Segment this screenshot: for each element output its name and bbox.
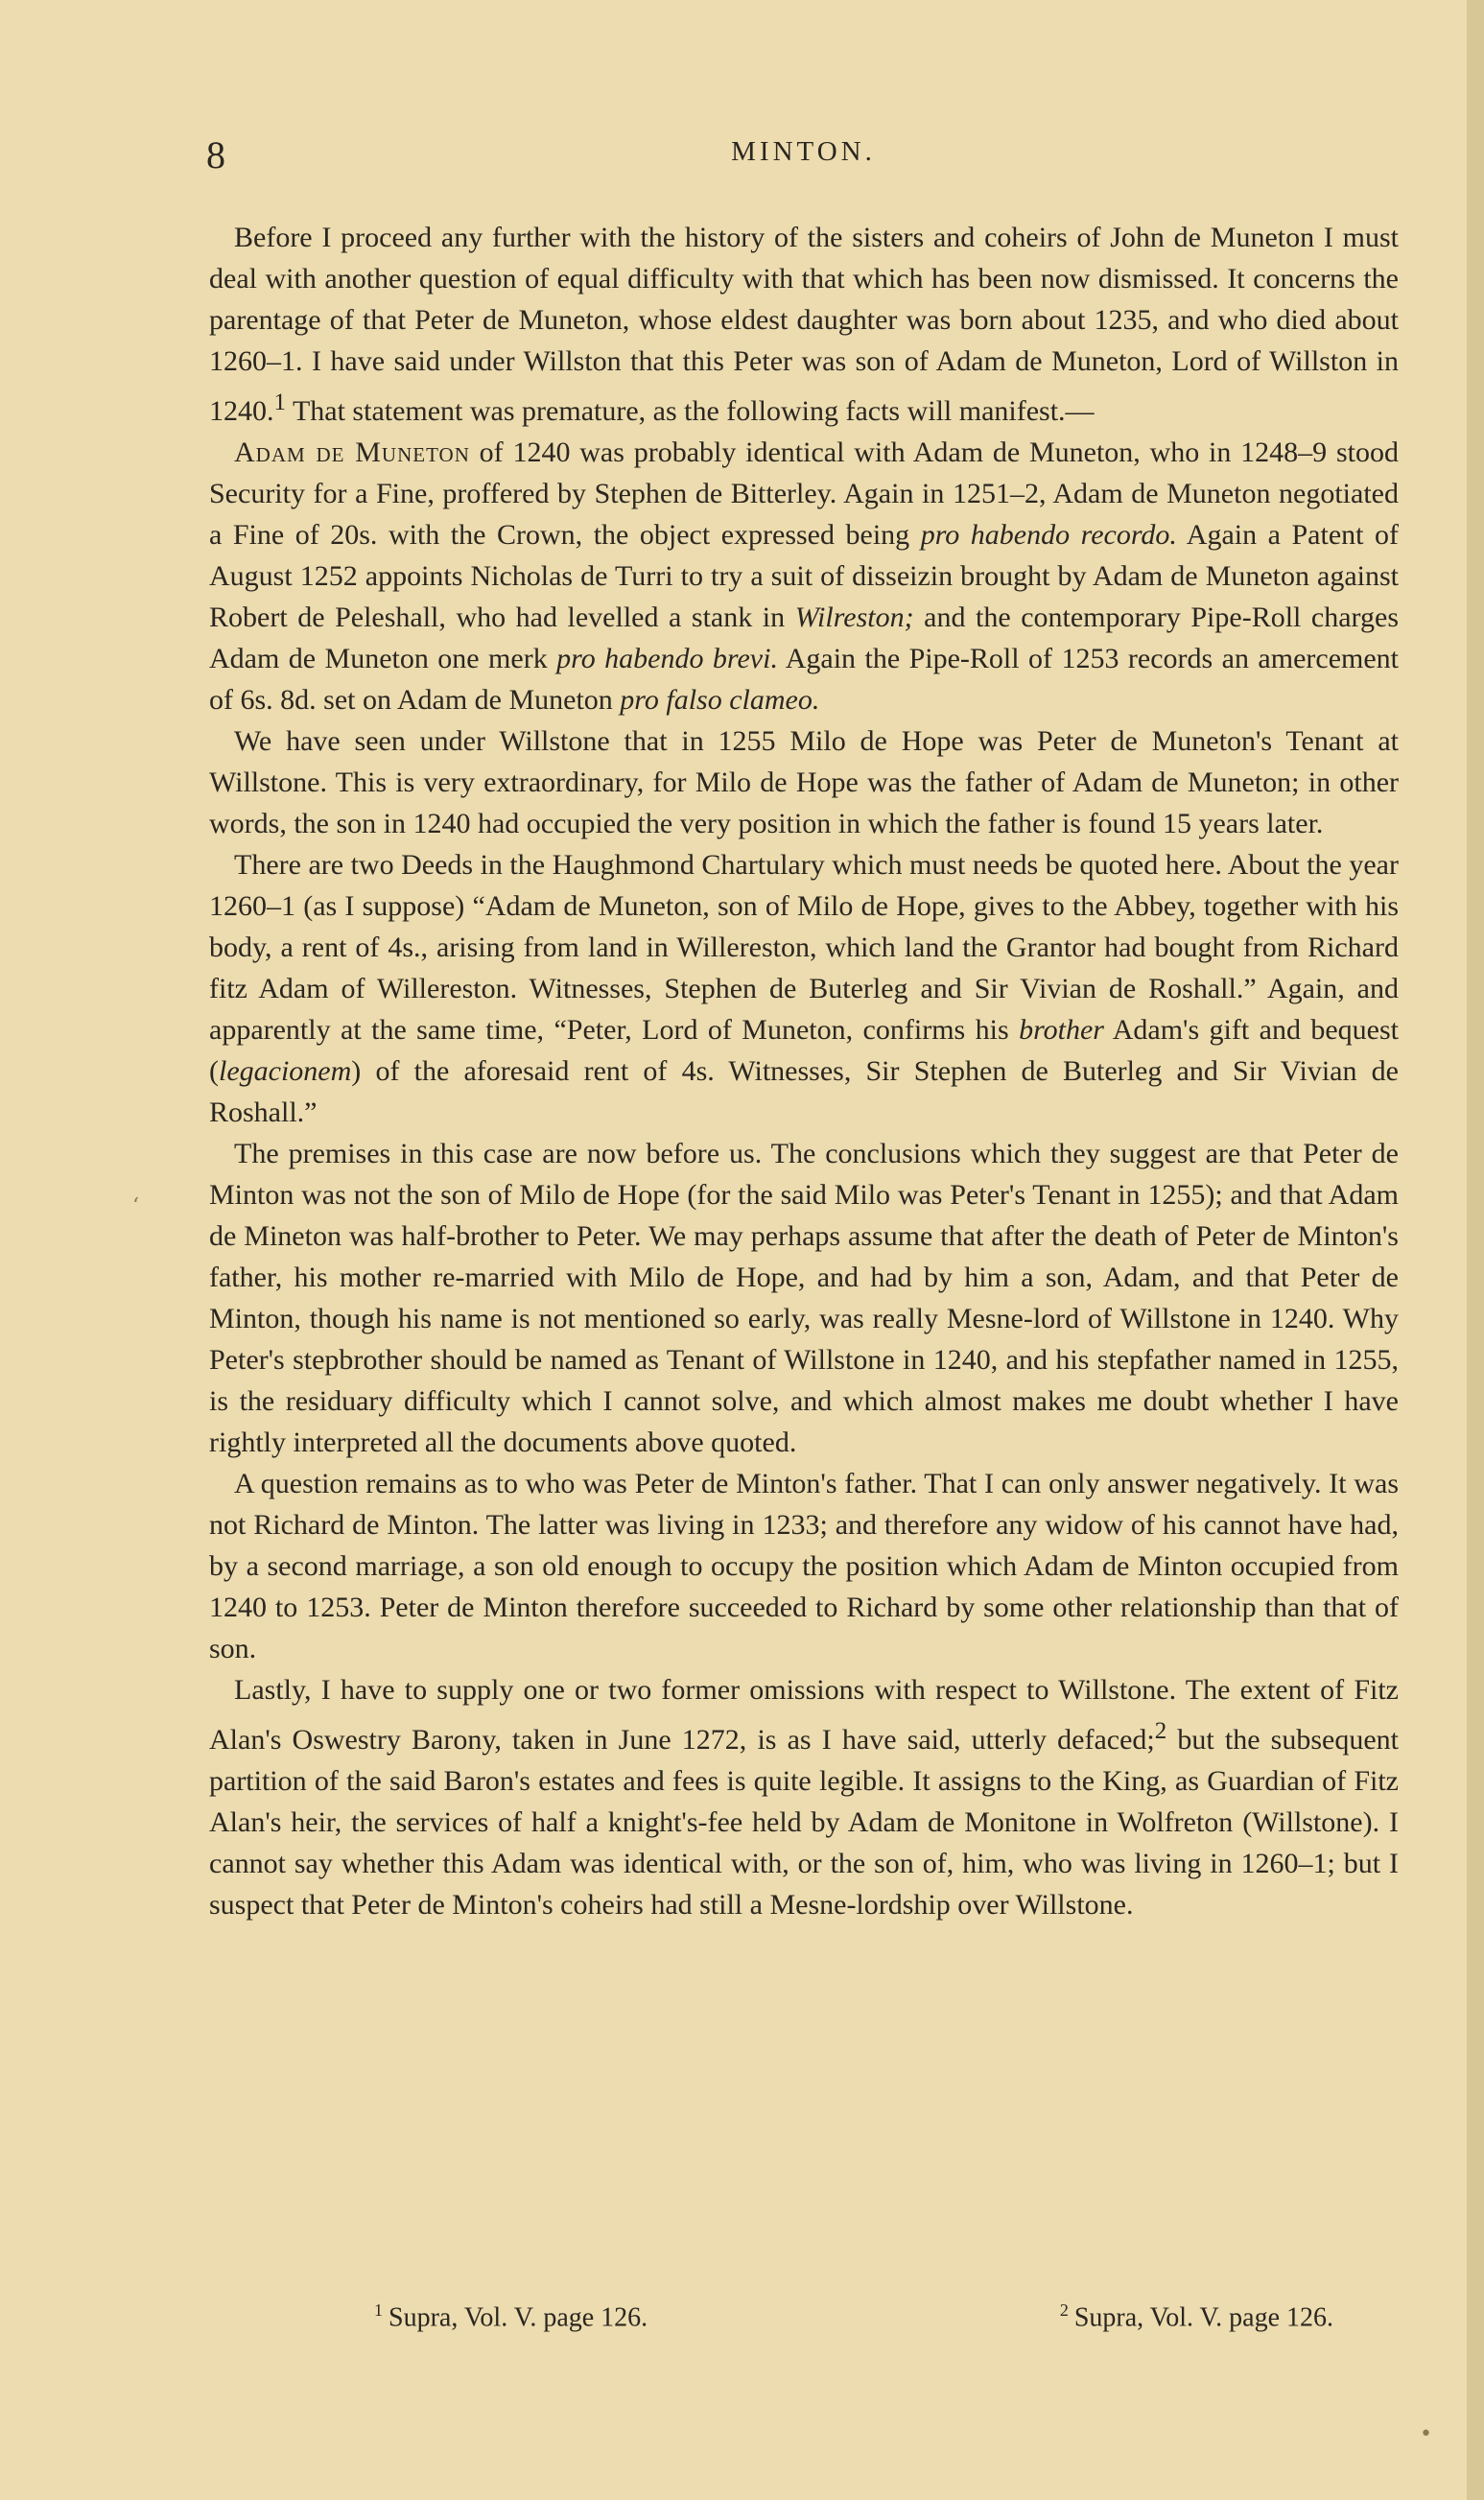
running-title: MINTON. xyxy=(731,136,876,167)
page-edge xyxy=(1467,0,1484,2500)
footnote-1: $^1$ Supra, Vol. V. page 126. xyxy=(374,2300,648,2333)
page-number: 8 xyxy=(206,133,225,177)
margin-tick-mark: ‘ xyxy=(132,1194,139,1218)
body-text xyxy=(209,217,1399,1925)
footnotes xyxy=(374,2300,1333,2333)
paragraph-lead: Adam de Muneton xyxy=(234,436,470,468)
paragraph-1: Before I proceed any further with the history of the sisters and coheirs of John de Muneton I must deal with another question of equal difficulty with that which has been now dismissed. It concerns the parentage of that Peter de Muneton, whose eldest daughter was born about 1235, and who died about 1260–1. I have said under Willston that this Peter was son of Adam de Muneton, Lord of Willston in 1240.$^1$ That statement was premature, as the following facts will manifest.— xyxy=(209,222,1399,427)
paragraph-7: Lastly, I have to supply one or two former omissions with respect to Willstone. The extent of Fitz Alan's Oswestry Barony, taken in June 1272, is as I have said, utterly defaced;$^2$ but the subsequent partition of the said Baron's estates and fees is quite legible. It assigns to the King, as Guardian of Fitz Alan's heir, the services of half a knight's-fee held by Adam de Monitone in Wolfreton (Willstone). I cannot say whether this Adam was identical with, or the son of, him, who was living in 1260–1; but I suspect that Peter de Minton's coheirs had still a Mesne-lordship over Willstone. xyxy=(209,1674,1399,1921)
paragraph-4: There are two Deeds in the Haughmond Chartulary which must needs be quoted here. About the year 1260–1 (as I suppose) “Adam de Muneton, son of Milo de Hope, gives to the Abbey, together with his body, a rent of 4s., arising from land in Willereston, which land the Grantor had bought from Richard fitz Adam of Willereston. Witnesses, Stephen de Buterleg and Sir Vivian de Roshall.” Again, and apparently at the same time, “Peter, Lord of Muneton, confirms his brother Adam's gift and bequest (legacionem) of the aforesaid rent of 4s. Witnesses, Sir Stephen de Buterleg and Sir Vivian de Roshall.” xyxy=(209,849,1400,1128)
paragraph-3: We have seen under Willstone that in 1255 Milo de Hope was Peter de Muneton's Tenant at Willstone. This is very extraordinary, for Milo de Hope was the father of Adam de Muneton; in other words, the son in 1240 had occupied the very position in which the father is found 15 years later. xyxy=(209,725,1399,839)
page-header xyxy=(206,132,1401,178)
footnote-2: $^2$ Supra, Vol. V. page 126. xyxy=(1059,2300,1333,2333)
margin-dot-mark: • xyxy=(1420,2422,1432,2446)
footnote-ref-1: 1 xyxy=(273,389,286,415)
paragraph-2: Adam de Muneton of 1240 was probably identical with Adam de Muneton, who in 1248–9 stood Security for a Fine, proffered by Stephen de Bitterley. Again in 1251–2, Adam de Muneton negotiated a Fine of 20s. with the Crown, the object expressed being pro habendo recordo. Again a Patent of August 1252 appoints Nicholas de Turri to try a suit of disseizin brought by Adam de Muneton against Robert de Peleshall, who had levelled a stank in Wilreston; and the contemporary Pipe-Roll charges Adam de Muneton one merk pro habendo brevi. Again the Pipe-Roll of 1253 records an amercement of 6s. 8d. set on Adam de Muneton pro falso clameo. xyxy=(209,436,1400,716)
paragraph-5: The premises in this case are now before us. The conclusions which they suggest are that Peter de Minton was not the son of Milo de Hope (for the said Milo was Peter's Tenant in 1255); and that Adam de Mineton was half-brother to Peter. We may perhaps assume that after the death of Peter de Minton's father, his mother re-married with Milo de Hope, and had by him a son, Adam, and that Peter de Minton, though his name is not mentioned so early, was really Mesne-lord of Willstone in 1240. Why Peter's stepbrother should be named as Tenant of Willstone in 1240, and his stepfather named in 1255, is the residuary difficulty which I cannot solve, and which almost makes me doubt whether I have rightly interpreted all the documents above quoted. xyxy=(209,1138,1399,1458)
footnote-ref-2: 2 xyxy=(1154,1718,1167,1744)
paragraph-6: A question remains as to who was Peter de Minton's father. That I can only answer negatively. It was not Richard de Minton. The latter was living in 1233; and therefore any widow of his cannot have had, by a second marriage, a son old enough to occupy the position which Adam de Minton occupied from 1240 to 1253. Peter de Minton therefore succeeded to Richard by some other relationship than that of son. xyxy=(209,1468,1399,1664)
